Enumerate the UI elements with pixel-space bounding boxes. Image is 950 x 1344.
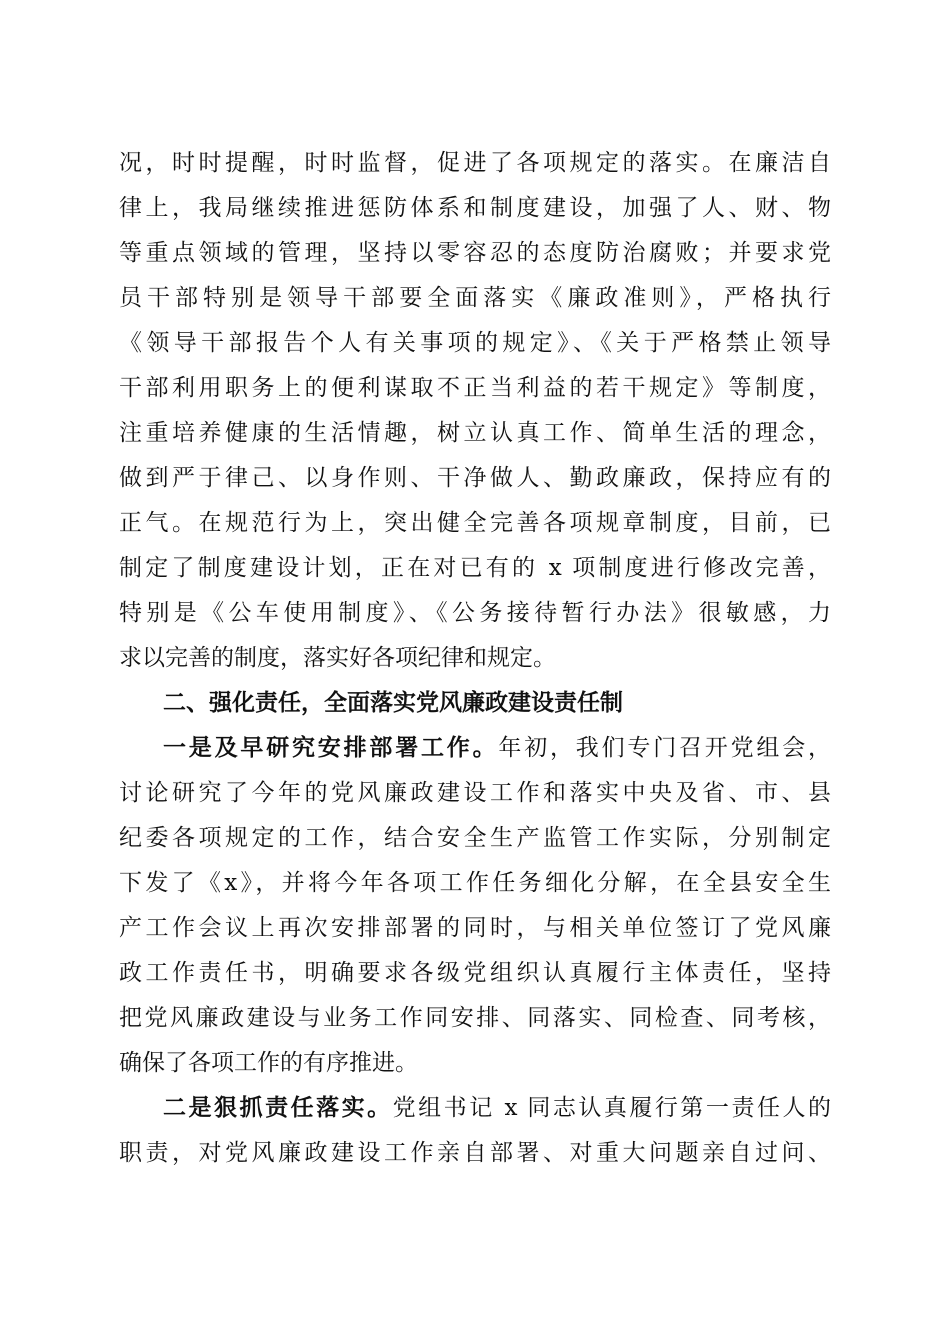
body-text-line: 把党风廉政建设与业务工作同安排、同落实、同检查、同考核， bbox=[119, 1005, 831, 1031]
paragraph-lead: 一是及早研究安排部署工作。 bbox=[163, 735, 499, 761]
body-text-line: 律上，我局继续推进惩防体系和制度建设，加强了人、财、物 bbox=[119, 195, 831, 221]
body-text-line: 做到严于律己、以身作则、干净做人、勤政廉政，保持应有的 bbox=[119, 465, 831, 491]
body-text-line: 注重培养健康的生活情趣，树立认真工作、简单生活的理念， bbox=[119, 420, 831, 446]
body-text-line: 职责，对党风廉政建设工作亲自部署、对重大问题亲自过问、 bbox=[119, 1140, 831, 1166]
section-heading: 二、强化责任，全面落实党风廉政建设责任制 bbox=[163, 690, 623, 716]
body-text-line: 正气。在规范行为上，突出健全完善各项规章制度，目前，已 bbox=[119, 510, 831, 536]
body-text-line: 《领导干部报告个人有关事项的规定》、《关于严格禁止领导 bbox=[119, 330, 831, 356]
body-text-line: 况，时时提醒，时时监督，促进了各项规定的落实。在廉洁自 bbox=[119, 150, 831, 176]
body-text-line: 讨论研究了今年的党风廉政建设工作和落实中央及省、市、县 bbox=[119, 780, 831, 806]
body-text-line: 等重点领域的管理，坚持以零容忍的态度防治腐败；并要求党 bbox=[119, 240, 831, 266]
paragraph-text: 党组书记 x 同志认真履行第一责任人的 bbox=[392, 1095, 831, 1121]
body-text-line bbox=[163, 1088, 831, 1128]
body-text-line: 制定了制度建设计划，正在对已有的 x 项制度进行修改完善， bbox=[119, 555, 831, 581]
body-text-line: 求以完善的制度，落实好各项纪律和规定。 bbox=[119, 645, 556, 671]
paragraph-lead: 二是狠抓责任落实。 bbox=[163, 1095, 393, 1121]
body-text-line: 产工作会议上再次安排部署的同时，与相关单位签订了党风廉 bbox=[119, 915, 831, 941]
body-text-line: 确保了各项工作的有序推进。 bbox=[119, 1050, 418, 1076]
body-text-line: 干部利用职务上的便利谋取不正当利益的若干规定》等制度， bbox=[119, 375, 831, 401]
paragraph-text: 年初，我们专门召开党组会， bbox=[498, 735, 831, 761]
body-text-line: 特别是《公车使用制度》、《公务接待暂行办法》很敏感，力 bbox=[119, 600, 831, 626]
body-text-line: 纪委各项规定的工作，结合安全生产监管工作实际，分别制定 bbox=[119, 825, 831, 851]
body-text-line: 员干部特别是领导干部要全面落实《廉政准则》，严格执行 bbox=[119, 285, 831, 311]
body-text-line: 政工作责任书，明确要求各级党组织认真履行主体责任，坚持 bbox=[119, 960, 831, 986]
body-text-line: 下发了《x》，并将今年各项工作任务细化分解，在全县安全生 bbox=[119, 870, 831, 896]
body-text-line bbox=[163, 728, 831, 768]
